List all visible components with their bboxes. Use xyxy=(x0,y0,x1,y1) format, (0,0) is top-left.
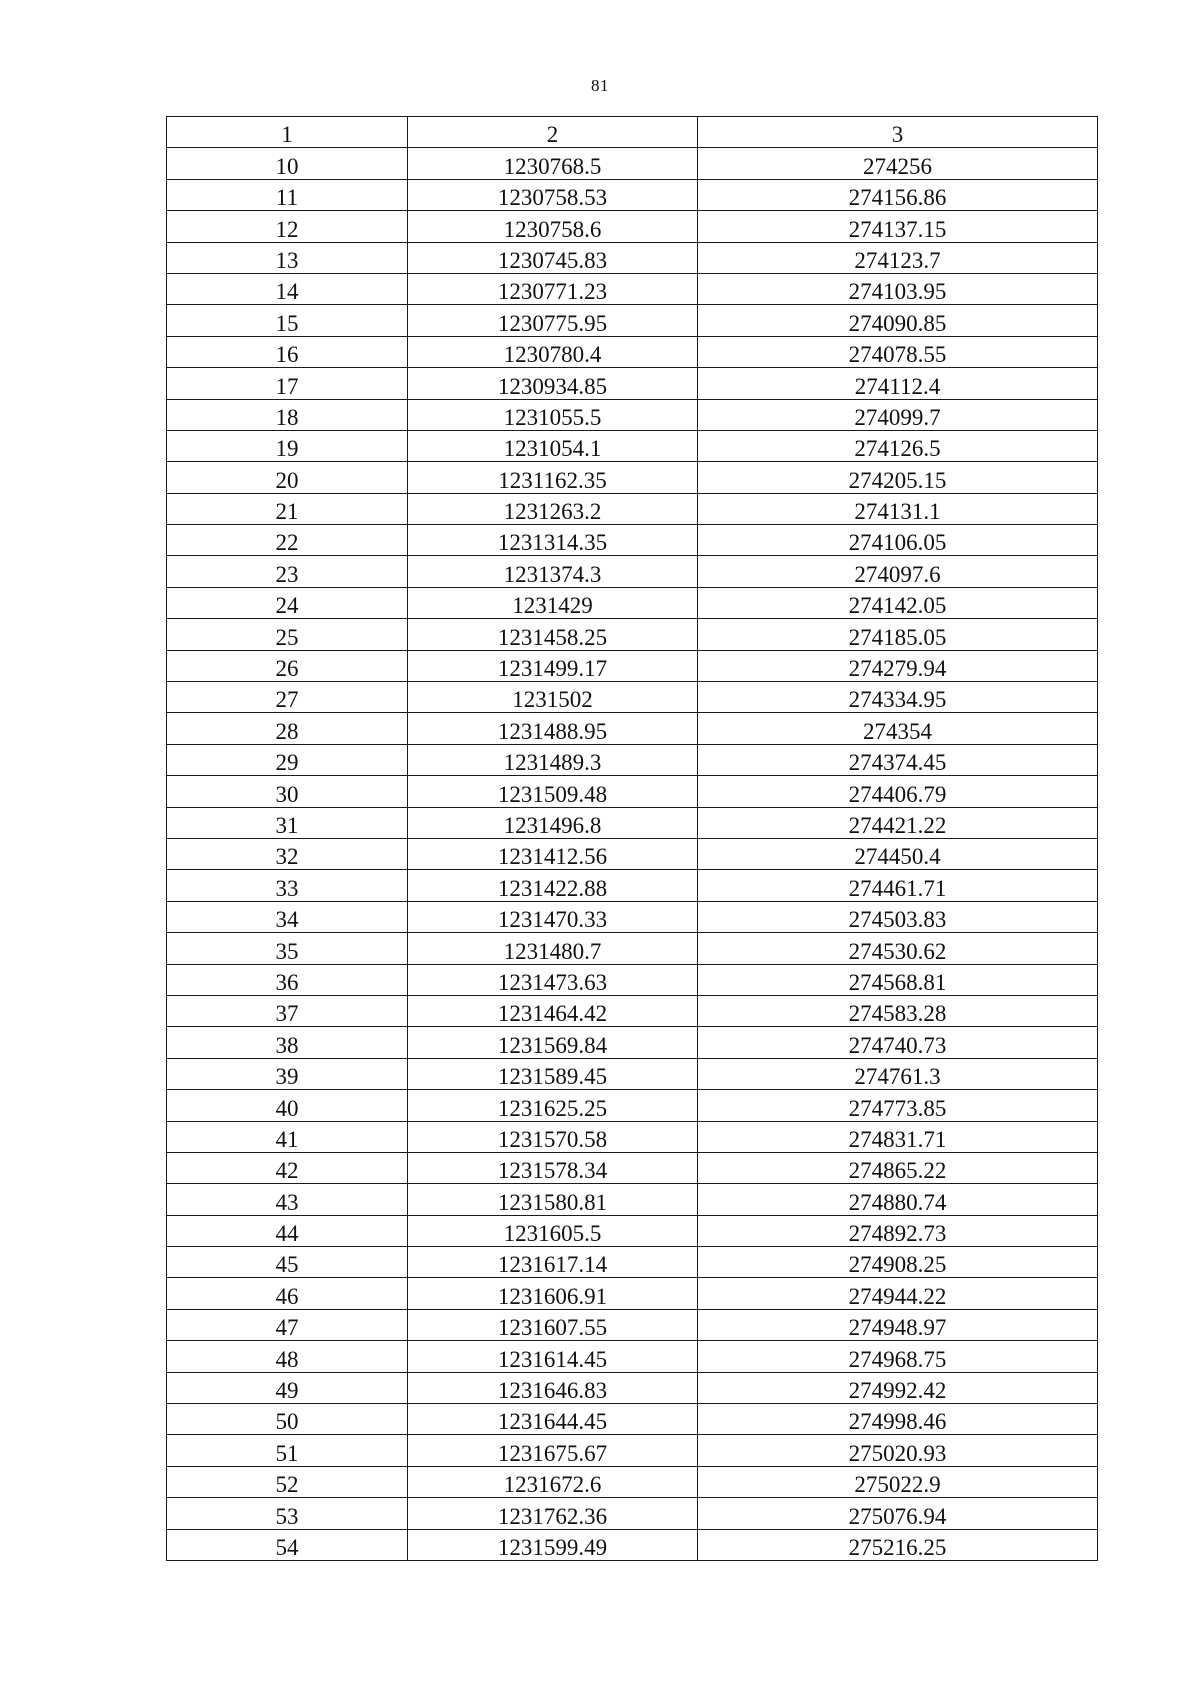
table-cell-col-2: 1230934.85 xyxy=(408,368,698,399)
table-cell-col-2: 1231644.45 xyxy=(408,1404,698,1435)
table-row xyxy=(167,870,1098,901)
table-cell-col-3: 274461.71 xyxy=(698,870,1098,901)
table-cell-col-1: 38 xyxy=(167,1027,408,1058)
table-cell-col-3: 274450.4 xyxy=(698,838,1098,869)
table-cell-col-1: 26 xyxy=(167,650,408,681)
table-row xyxy=(167,148,1098,179)
table-row xyxy=(167,242,1098,273)
coordinates-table xyxy=(166,116,1098,1561)
table-row xyxy=(167,713,1098,744)
table-cell-col-3: 275216.25 xyxy=(698,1529,1098,1560)
table-cell-col-3: 274103.95 xyxy=(698,273,1098,304)
table-cell-col-1: 37 xyxy=(167,995,408,1026)
table-cell-col-1: 41 xyxy=(167,1121,408,1152)
table-cell-col-2: 1231422.88 xyxy=(408,870,698,901)
table-cell-col-3: 274908.25 xyxy=(698,1247,1098,1278)
table-cell-col-1: 33 xyxy=(167,870,408,901)
table-cell-col-3: 275076.94 xyxy=(698,1498,1098,1529)
table-cell-col-3: 274185.05 xyxy=(698,619,1098,650)
table-cell-col-3: 274137.15 xyxy=(698,211,1098,242)
table-cell-col-3: 274279.94 xyxy=(698,650,1098,681)
table-cell-col-1: 52 xyxy=(167,1466,408,1497)
table-cell-col-3: 275020.93 xyxy=(698,1435,1098,1466)
table-row xyxy=(167,430,1098,461)
table-cell-col-2: 1231488.95 xyxy=(408,713,698,744)
table-cell-col-1: 17 xyxy=(167,368,408,399)
table-cell-col-2: 1231374.3 xyxy=(408,556,698,587)
table-cell-col-1: 43 xyxy=(167,1184,408,1215)
table-cell-col-1: 29 xyxy=(167,744,408,775)
table-cell-col-3: 274126.5 xyxy=(698,430,1098,461)
table-row xyxy=(167,838,1098,869)
table-cell-col-2: 1230771.23 xyxy=(408,273,698,304)
table-cell-col-3: 274099.7 xyxy=(698,399,1098,430)
table-cell-col-2: 1230758.53 xyxy=(408,179,698,210)
table-row xyxy=(167,682,1098,713)
table-cell-col-3: 274334.95 xyxy=(698,682,1098,713)
table-row xyxy=(167,556,1098,587)
table-row xyxy=(167,336,1098,367)
table-cell-col-1: 44 xyxy=(167,1215,408,1246)
table-cell-col-3: 274131.1 xyxy=(698,493,1098,524)
table-cell-col-1: 19 xyxy=(167,430,408,461)
table-row xyxy=(167,1529,1098,1560)
table-cell-col-2: 1231055.5 xyxy=(408,399,698,430)
table-cell-col-1: 42 xyxy=(167,1152,408,1183)
table-row xyxy=(167,587,1098,618)
table-cell-col-3: 274968.75 xyxy=(698,1341,1098,1372)
table-cell-col-1: 39 xyxy=(167,1058,408,1089)
table-cell-col-3: 274354 xyxy=(698,713,1098,744)
table-cell-col-1: 10 xyxy=(167,148,408,179)
table-row xyxy=(167,1466,1098,1497)
table-cell-col-2: 1231578.34 xyxy=(408,1152,698,1183)
table-cell-col-2: 1231599.49 xyxy=(408,1529,698,1560)
table-cell-col-2: 1231617.14 xyxy=(408,1247,698,1278)
table-cell-col-3: 274406.79 xyxy=(698,776,1098,807)
column-header-2: 2 xyxy=(408,117,698,148)
table-row xyxy=(167,933,1098,964)
table-cell-col-1: 30 xyxy=(167,776,408,807)
table-cell-col-2: 1231606.91 xyxy=(408,1278,698,1309)
table-cell-col-2: 1231499.17 xyxy=(408,650,698,681)
table-cell-col-2: 1231314.35 xyxy=(408,525,698,556)
table-cell-col-1: 40 xyxy=(167,1090,408,1121)
table-row xyxy=(167,1121,1098,1152)
table-cell-col-1: 18 xyxy=(167,399,408,430)
table-row xyxy=(167,807,1098,838)
column-header-3: 3 xyxy=(698,117,1098,148)
table-cell-col-1: 48 xyxy=(167,1341,408,1372)
table-cell-col-3: 274583.28 xyxy=(698,995,1098,1026)
table-cell-col-1: 20 xyxy=(167,462,408,493)
table-cell-col-3: 274205.15 xyxy=(698,462,1098,493)
table-cell-col-1: 50 xyxy=(167,1404,408,1435)
table-cell-col-2: 1231625.25 xyxy=(408,1090,698,1121)
table-row xyxy=(167,1278,1098,1309)
table-cell-col-1: 22 xyxy=(167,525,408,556)
table-cell-col-2: 1231502 xyxy=(408,682,698,713)
table-cell-col-2: 1230768.5 xyxy=(408,148,698,179)
table-cell-col-3: 274123.7 xyxy=(698,242,1098,273)
table-row xyxy=(167,650,1098,681)
table-cell-col-3: 274998.46 xyxy=(698,1404,1098,1435)
table-cell-col-2: 1231614.45 xyxy=(408,1341,698,1372)
table-cell-col-3: 274568.81 xyxy=(698,964,1098,995)
table-row xyxy=(167,964,1098,995)
table-cell-col-1: 14 xyxy=(167,273,408,304)
table-cell-col-3: 274865.22 xyxy=(698,1152,1098,1183)
table-cell-col-1: 13 xyxy=(167,242,408,273)
table-cell-col-1: 46 xyxy=(167,1278,408,1309)
table-cell-col-3: 274992.42 xyxy=(698,1372,1098,1403)
table-header-row xyxy=(167,117,1098,148)
table-cell-col-3: 274142.05 xyxy=(698,587,1098,618)
table-cell-col-2: 1231489.3 xyxy=(408,744,698,775)
table-row xyxy=(167,1215,1098,1246)
table-row xyxy=(167,211,1098,242)
table-cell-col-3: 274421.22 xyxy=(698,807,1098,838)
table-cell-col-1: 51 xyxy=(167,1435,408,1466)
table-cell-col-2: 1231605.5 xyxy=(408,1215,698,1246)
table-cell-col-3: 274948.97 xyxy=(698,1309,1098,1340)
table-cell-col-2: 1231480.7 xyxy=(408,933,698,964)
table-row xyxy=(167,1027,1098,1058)
table-cell-col-2: 1231412.56 xyxy=(408,838,698,869)
table-row xyxy=(167,1404,1098,1435)
table-cell-col-2: 1231429 xyxy=(408,587,698,618)
table-cell-col-2: 1231473.63 xyxy=(408,964,698,995)
table-row xyxy=(167,901,1098,932)
table-cell-col-1: 23 xyxy=(167,556,408,587)
table-cell-col-1: 54 xyxy=(167,1529,408,1560)
table-row xyxy=(167,1341,1098,1372)
table-cell-col-2: 1231762.36 xyxy=(408,1498,698,1529)
table-cell-col-2: 1231470.33 xyxy=(408,901,698,932)
table-cell-col-3: 275022.9 xyxy=(698,1466,1098,1497)
table-row xyxy=(167,744,1098,775)
table-cell-col-2: 1231496.8 xyxy=(408,807,698,838)
table-cell-col-3: 274740.73 xyxy=(698,1027,1098,1058)
column-header-1: 1 xyxy=(167,117,408,148)
table-cell-col-1: 24 xyxy=(167,587,408,618)
table-cell-col-1: 34 xyxy=(167,901,408,932)
table-row xyxy=(167,1184,1098,1215)
table-cell-col-2: 1231263.2 xyxy=(408,493,698,524)
table-cell-col-1: 16 xyxy=(167,336,408,367)
table-cell-col-1: 21 xyxy=(167,493,408,524)
table-cell-col-3: 274156.86 xyxy=(698,179,1098,210)
table-cell-col-3: 274773.85 xyxy=(698,1090,1098,1121)
table-cell-col-2: 1231589.45 xyxy=(408,1058,698,1089)
table-cell-col-3: 274944.22 xyxy=(698,1278,1098,1309)
table-cell-col-3: 274112.4 xyxy=(698,368,1098,399)
table-row xyxy=(167,1247,1098,1278)
table-cell-col-1: 12 xyxy=(167,211,408,242)
page-number: 81 xyxy=(591,76,609,95)
table-row xyxy=(167,619,1098,650)
table-row xyxy=(167,1090,1098,1121)
table-cell-col-1: 27 xyxy=(167,682,408,713)
table-cell-col-2: 1231162.35 xyxy=(408,462,698,493)
table-cell-col-1: 31 xyxy=(167,807,408,838)
table-row xyxy=(167,305,1098,336)
table-cell-col-3: 274530.62 xyxy=(698,933,1098,964)
table-row xyxy=(167,995,1098,1026)
table-row xyxy=(167,1498,1098,1529)
table-cell-col-1: 32 xyxy=(167,838,408,869)
table-cell-col-1: 53 xyxy=(167,1498,408,1529)
table-cell-col-1: 15 xyxy=(167,305,408,336)
table-row xyxy=(167,368,1098,399)
table-cell-col-3: 274256 xyxy=(698,148,1098,179)
table-body xyxy=(167,148,1098,1561)
table-cell-col-1: 47 xyxy=(167,1309,408,1340)
table-cell-col-1: 35 xyxy=(167,933,408,964)
table-cell-col-1: 45 xyxy=(167,1247,408,1278)
table-cell-col-2: 1231646.83 xyxy=(408,1372,698,1403)
table-cell-col-3: 274831.71 xyxy=(698,1121,1098,1152)
table-row xyxy=(167,1435,1098,1466)
table-row xyxy=(167,399,1098,430)
table-cell-col-3: 274880.74 xyxy=(698,1184,1098,1215)
table-row xyxy=(167,525,1098,556)
table-cell-col-2: 1230745.83 xyxy=(408,242,698,273)
table-cell-col-3: 274097.6 xyxy=(698,556,1098,587)
table-row xyxy=(167,273,1098,304)
table-cell-col-2: 1230775.95 xyxy=(408,305,698,336)
table-cell-col-3: 274106.05 xyxy=(698,525,1098,556)
table-cell-col-3: 274090.85 xyxy=(698,305,1098,336)
table-cell-col-3: 274078.55 xyxy=(698,336,1098,367)
table-cell-col-2: 1230758.6 xyxy=(408,211,698,242)
table-cell-col-1: 25 xyxy=(167,619,408,650)
table-cell-col-2: 1231672.6 xyxy=(408,1466,698,1497)
table-row xyxy=(167,179,1098,210)
table-row xyxy=(167,1309,1098,1340)
table-cell-col-1: 49 xyxy=(167,1372,408,1403)
table-cell-col-1: 28 xyxy=(167,713,408,744)
table-cell-col-2: 1231607.55 xyxy=(408,1309,698,1340)
table-cell-col-2: 1230780.4 xyxy=(408,336,698,367)
table-row xyxy=(167,493,1098,524)
table-cell-col-2: 1231580.81 xyxy=(408,1184,698,1215)
table-cell-col-2: 1231675.67 xyxy=(408,1435,698,1466)
table-row xyxy=(167,462,1098,493)
table-row xyxy=(167,1372,1098,1403)
table-cell-col-1: 11 xyxy=(167,179,408,210)
table-row xyxy=(167,1152,1098,1183)
table-cell-col-3: 274503.83 xyxy=(698,901,1098,932)
table-cell-col-2: 1231569.84 xyxy=(408,1027,698,1058)
table-row xyxy=(167,776,1098,807)
table-cell-col-2: 1231464.42 xyxy=(408,995,698,1026)
table-cell-col-2: 1231054.1 xyxy=(408,430,698,461)
table-cell-col-2: 1231458.25 xyxy=(408,619,698,650)
table-cell-col-3: 274374.45 xyxy=(698,744,1098,775)
table-cell-col-1: 36 xyxy=(167,964,408,995)
table-row xyxy=(167,1058,1098,1089)
table-cell-col-2: 1231509.48 xyxy=(408,776,698,807)
table-cell-col-2: 1231570.58 xyxy=(408,1121,698,1152)
table-cell-col-3: 274761.3 xyxy=(698,1058,1098,1089)
table-cell-col-3: 274892.73 xyxy=(698,1215,1098,1246)
